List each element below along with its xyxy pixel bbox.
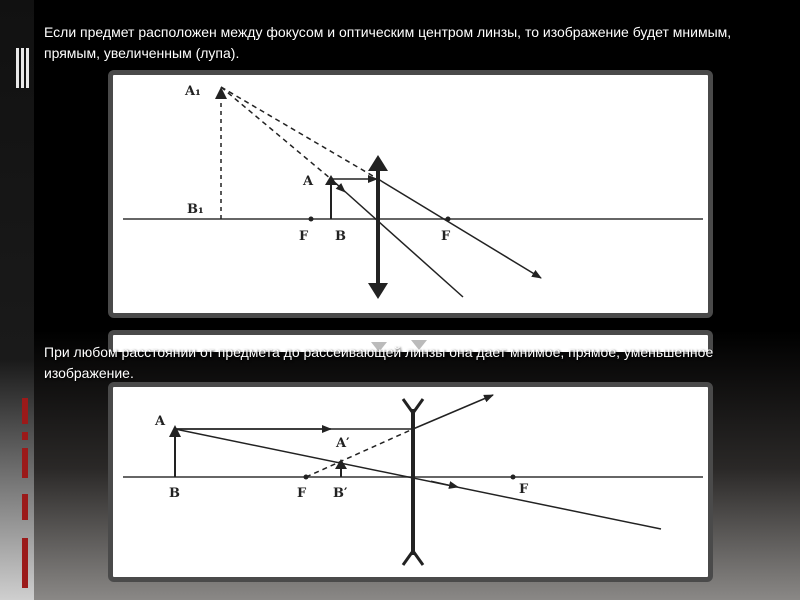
lens-fork-bottom	[403, 551, 423, 565]
label-A1: A₁	[185, 84, 201, 99]
focus-right-dot	[446, 217, 451, 222]
label-A-prime: A′	[336, 436, 350, 451]
label-A: A	[303, 174, 314, 189]
label-B: B	[335, 229, 346, 244]
label-B: B	[169, 486, 180, 501]
lens-arrow-bottom	[368, 283, 388, 299]
diverging-lens-panel	[108, 382, 713, 582]
label-F-left: F	[299, 229, 309, 244]
decor-stripes	[16, 48, 32, 88]
object-arrowhead	[169, 425, 181, 437]
converging-lens-panel	[108, 70, 713, 318]
diverging-lens-diagram	[113, 387, 708, 577]
ray-extension-to-focus	[306, 429, 413, 477]
ray-extension-upper	[221, 87, 378, 179]
ray-diverged	[413, 395, 493, 429]
lens-arrow-top	[368, 155, 388, 171]
label-F-right: F	[441, 229, 451, 244]
ray-refracted	[378, 179, 541, 278]
converging-lens-diagram	[113, 75, 708, 313]
ray-extension-lower	[221, 87, 331, 179]
label-F-left: F	[297, 486, 307, 501]
label-B1: B₁	[187, 202, 204, 217]
label-B-prime: B′	[333, 486, 348, 501]
ray-center-arrow	[331, 179, 345, 192]
focus-left-dot	[309, 217, 314, 222]
ray-through-center	[175, 429, 661, 529]
caption-diverging-lens: При любом расстоянии от предмета до рассеивающей линзы она дает мнимое, прямое, уменьшенное изображение.	[44, 344, 714, 381]
left-decor-bar	[0, 0, 34, 600]
decor-red-marks	[22, 398, 28, 598]
lens-fork-top	[403, 399, 423, 413]
ray-center-arrow	[431, 481, 458, 487]
caption-converging-lens: Если предмет расположен между фокусом и оптическим центром линзы, то изображение будет мнимым, прямым, увеличенным (лупа).	[44, 24, 732, 61]
focus-right-dot	[511, 475, 516, 480]
focus-left-dot	[304, 475, 309, 480]
label-F-right: F	[519, 482, 529, 497]
label-A: A	[155, 414, 166, 429]
